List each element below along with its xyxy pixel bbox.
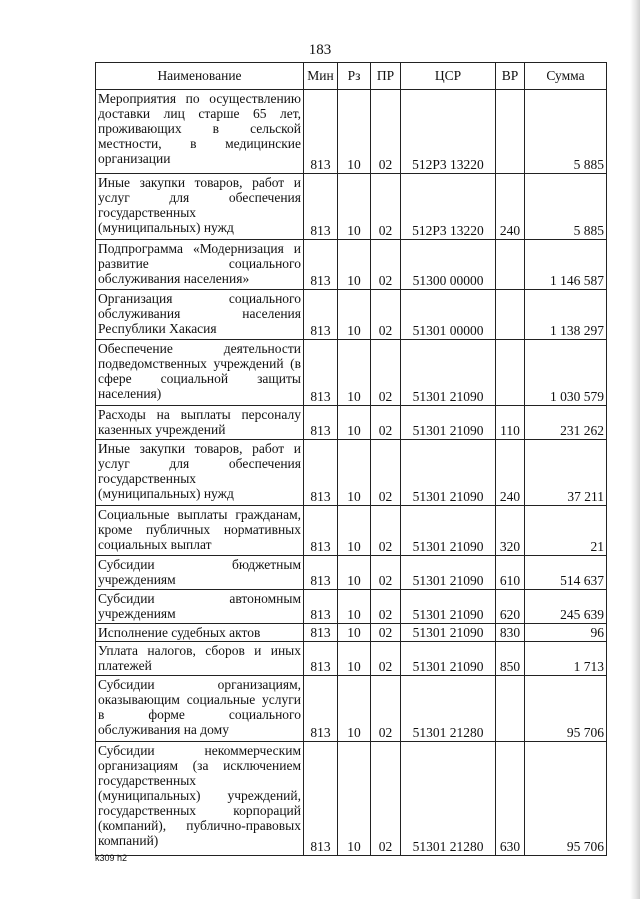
row-rz: 10 — [338, 556, 371, 590]
table-row — [96, 240, 607, 290]
row-min: 813 — [304, 174, 338, 240]
row-min: 813 — [304, 590, 338, 624]
row-name: Иные закупки товаров, работ и услуг для обеспечения государственных (муниципальных) нужд — [96, 174, 304, 240]
row-min: 813 — [304, 642, 338, 676]
row-csr: 51301 21090 — [401, 340, 496, 406]
row-pr: 02 — [371, 642, 401, 676]
row-name: Субсидии бюджетным учреждениям — [96, 556, 304, 590]
table-row — [96, 590, 607, 624]
row-csr: 51300 00000 — [401, 240, 496, 290]
row-csr: 51301 21280 — [401, 676, 496, 742]
row-name: Уплата налогов, сборов и иных платежей — [96, 642, 304, 676]
row-vr: 110 — [496, 406, 525, 440]
row-min: 813 — [304, 676, 338, 742]
row-sum: 95 706 — [525, 742, 607, 856]
row-pr: 02 — [371, 742, 401, 856]
header-sum: Сумма — [525, 63, 607, 90]
header-pr: ПР — [371, 63, 401, 90]
row-sum: 231 262 — [525, 406, 607, 440]
row-min: 813 — [304, 340, 338, 406]
row-sum: 245 639 — [525, 590, 607, 624]
row-rz: 10 — [338, 506, 371, 556]
row-rz: 10 — [338, 290, 371, 340]
row-pr: 02 — [371, 590, 401, 624]
row-name: Исполнение судебных актов — [96, 624, 304, 642]
row-name: Подпрограмма «Модернизация и развитие социального обслуживания населения» — [96, 240, 304, 290]
row-min: 813 — [304, 742, 338, 856]
row-vr — [496, 240, 525, 290]
row-csr: 51301 21090 — [401, 440, 496, 506]
row-vr — [496, 90, 525, 174]
row-name: Мероприятия по осуществлению доставки лиц старше 65 лет, проживающих в сельской местности, в медицинские организации — [96, 90, 304, 174]
table-row — [96, 440, 607, 506]
row-name: Субсидии автономным учреждениям — [96, 590, 304, 624]
table-row — [96, 556, 607, 590]
row-vr: 320 — [496, 506, 525, 556]
row-min: 813 — [304, 240, 338, 290]
table-row — [96, 290, 607, 340]
row-pr: 02 — [371, 340, 401, 406]
row-rz: 10 — [338, 240, 371, 290]
row-vr: 240 — [496, 440, 525, 506]
row-sum: 514 637 — [525, 556, 607, 590]
row-csr: 51301 21090 — [401, 506, 496, 556]
row-min: 813 — [304, 290, 338, 340]
row-name: Субсидии организациям, оказывающим социальные услуги в форме социального обслуживания на дому — [96, 676, 304, 742]
row-pr: 02 — [371, 676, 401, 742]
row-name: Социальные выплаты гражданам, кроме публичных нормативных социальных выплат — [96, 506, 304, 556]
row-csr: 512Р3 13220 — [401, 90, 496, 174]
table-row — [96, 340, 607, 406]
row-rz: 10 — [338, 340, 371, 406]
row-name: Обеспечение деятельности подведомственных учреждений (в сфере социальной защиты населения) — [96, 340, 304, 406]
row-sum: 96 — [525, 624, 607, 642]
row-sum: 1 030 579 — [525, 340, 607, 406]
row-pr: 02 — [371, 240, 401, 290]
row-csr: 512Р3 13220 — [401, 174, 496, 240]
row-vr: 850 — [496, 642, 525, 676]
footer-code: k309 h2 — [95, 853, 128, 863]
table-row — [96, 90, 607, 174]
row-vr: 240 — [496, 174, 525, 240]
table-header-row — [96, 63, 607, 90]
row-rz: 10 — [338, 90, 371, 174]
row-pr: 02 — [371, 506, 401, 556]
row-csr: 51301 21090 — [401, 624, 496, 642]
row-min: 813 — [304, 556, 338, 590]
row-vr — [496, 290, 525, 340]
row-csr: 51301 21280 — [401, 742, 496, 856]
budget-table — [95, 62, 607, 856]
row-rz: 10 — [338, 742, 371, 856]
row-sum: 95 706 — [525, 676, 607, 742]
table-row — [96, 406, 607, 440]
row-pr: 02 — [371, 90, 401, 174]
row-min: 813 — [304, 90, 338, 174]
row-csr: 51301 21090 — [401, 590, 496, 624]
table-row — [96, 642, 607, 676]
row-vr — [496, 340, 525, 406]
row-sum: 37 211 — [525, 440, 607, 506]
row-name: Субсидии некоммерческим организациям (за исключением государственных (муниципальных) учреждений, государственных корпораций (компаний), публично-правовых компаний) — [96, 742, 304, 856]
table-row — [96, 676, 607, 742]
page-number: 183 — [308, 42, 332, 58]
row-sum: 5 885 — [525, 174, 607, 240]
header-vr: ВР — [496, 63, 525, 90]
row-pr: 02 — [371, 290, 401, 340]
row-vr: 620 — [496, 590, 525, 624]
row-min: 813 — [304, 406, 338, 440]
row-name: Расходы на выплаты персоналу казенных учреждений — [96, 406, 304, 440]
row-sum: 1 146 587 — [525, 240, 607, 290]
row-rz: 10 — [338, 642, 371, 676]
table-row — [96, 174, 607, 240]
header-csr: ЦСР — [401, 63, 496, 90]
row-pr: 02 — [371, 624, 401, 642]
row-pr: 02 — [371, 556, 401, 590]
row-sum: 1 713 — [525, 642, 607, 676]
row-name: Организация социального обслуживания населения Республики Хакасия — [96, 290, 304, 340]
table-row — [96, 624, 607, 642]
row-pr: 02 — [371, 440, 401, 506]
row-rz: 10 — [338, 676, 371, 742]
row-vr: 610 — [496, 556, 525, 590]
row-sum: 1 138 297 — [525, 290, 607, 340]
row-sum: 21 — [525, 506, 607, 556]
row-pr: 02 — [371, 406, 401, 440]
row-csr: 51301 00000 — [401, 290, 496, 340]
row-min: 813 — [304, 506, 338, 556]
row-vr: 830 — [496, 624, 525, 642]
row-sum: 5 885 — [525, 90, 607, 174]
row-min: 813 — [304, 440, 338, 506]
row-csr: 51301 21090 — [401, 406, 496, 440]
header-min: Мин — [304, 63, 338, 90]
row-csr: 51301 21090 — [401, 642, 496, 676]
row-rz: 10 — [338, 174, 371, 240]
row-min: 813 — [304, 624, 338, 642]
row-pr: 02 — [371, 174, 401, 240]
table-row — [96, 742, 607, 856]
table-row — [96, 506, 607, 556]
row-vr: 630 — [496, 742, 525, 856]
row-rz: 10 — [338, 406, 371, 440]
header-name: Наименование — [96, 63, 304, 90]
row-rz: 10 — [338, 590, 371, 624]
row-vr — [496, 676, 525, 742]
scan-edge-shadow — [630, 0, 640, 899]
row-rz: 10 — [338, 624, 371, 642]
header-rz: Рз — [338, 63, 371, 90]
row-name: Иные закупки товаров, работ и услуг для обеспечения государственных (муниципальных) нужд — [96, 440, 304, 506]
row-rz: 10 — [338, 440, 371, 506]
row-csr: 51301 21090 — [401, 556, 496, 590]
